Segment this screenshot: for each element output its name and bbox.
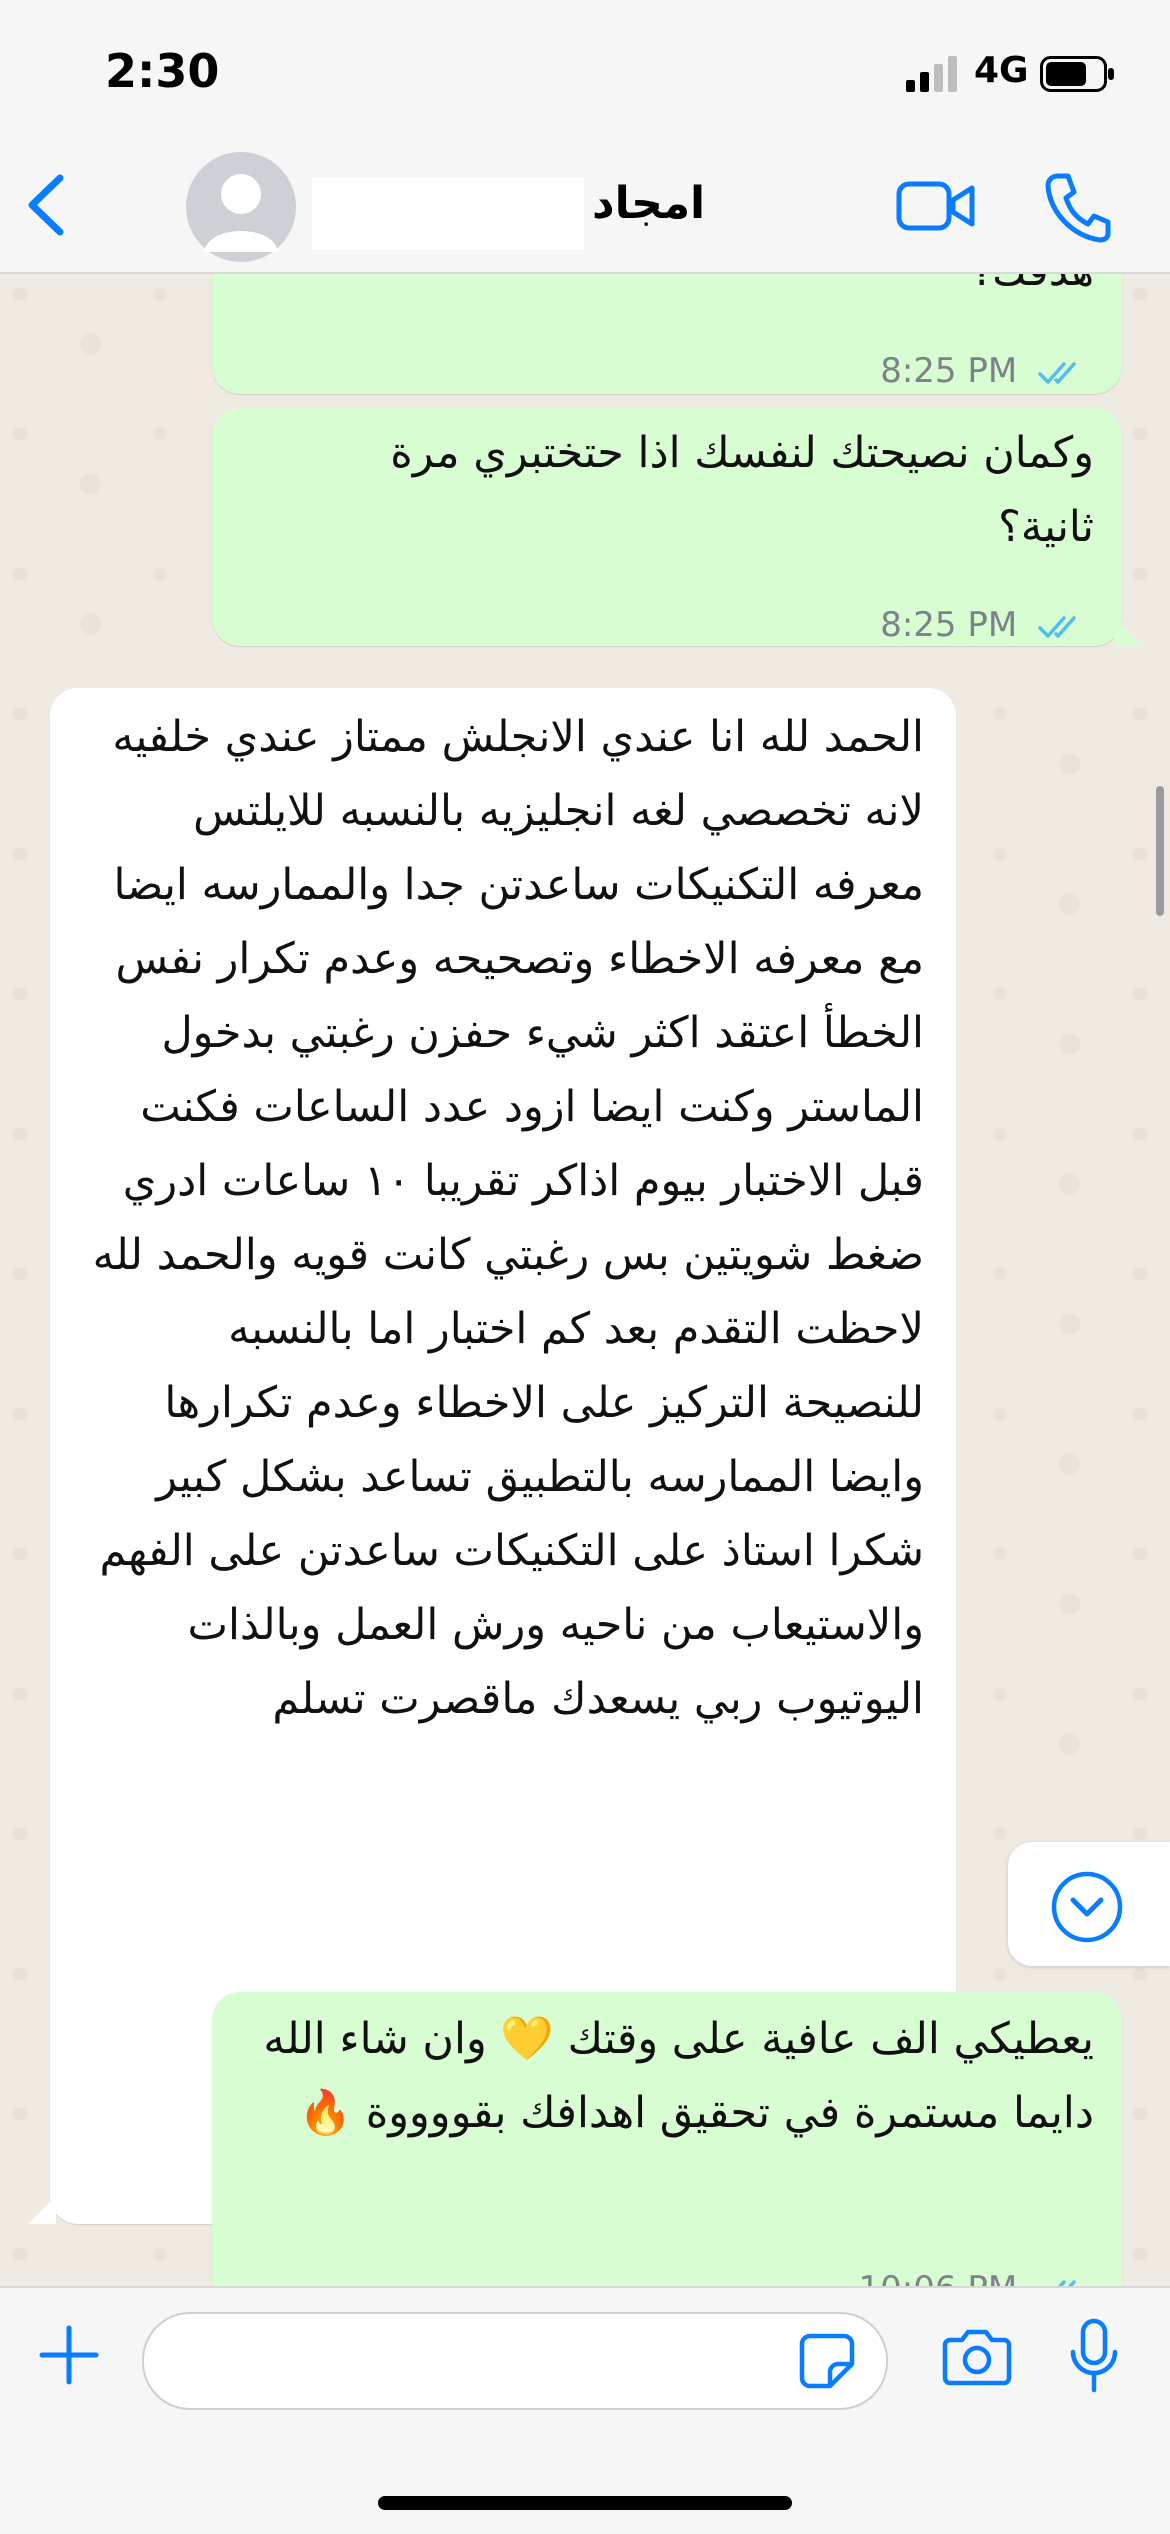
chat-header	[0, 0, 1170, 274]
bubble-tail	[28, 2196, 56, 2224]
home-indicator[interactable]	[378, 2496, 792, 2510]
chevron-down-circle-icon	[1050, 1870, 1124, 1944]
message-text: الحمد لله انا عندي الانجلش ممتاز عندي خلفيه لانه تخصصي لغه انجليزيه بالنسبه للايلتس معرفه التكنيكات ساعدتن جدا والممارسه ايضا مع معرفه الاخطاء وتصحيحه وعدم تكرار نفس الخطأ اعتقد اكثر شيء حفزن رغبتي بدخول الماستر وكنت ايضا ازود عدد الساعات فكنت قبل الاختبار بيوم اذاكر تقريبا ١٠ ساعات ادري ضغط شويتين بس رغبتي كانت قويه والحمد لله لاحظت التقدم بعد كم اختبار اما بالنسبه للنصيحة التركيز على الاخطاء وعدم تكرارها وايضا الممارسه بالتطبيق تساعد بشكل كبير شكرا استاذ على التكنيكات ساعدتن على الفهم والاستيعاب من ناحيه ورش العمل وبالذات اليوتيوب ربي يسعدك ماقصرت تسلم	[92, 712, 924, 1724]
message-text: يعطيكي الف عافية على وقتك 💛 وان شاء الله دايما مستمرة في تحقيق اهدافك بقووووة 🔥	[263, 2014, 1094, 2138]
back-chevron-icon[interactable]	[22, 172, 68, 238]
phone-call-icon[interactable]	[1044, 170, 1110, 242]
message-text: وكمان نصيحتك لنفسك اذا حتختبري مرة ثانية؟	[390, 428, 1094, 552]
message-bubble-outgoing[interactable]	[212, 408, 1122, 646]
contact-name[interactable]: امجاد	[592, 178, 706, 229]
avatar[interactable]	[186, 152, 296, 262]
message-input-wrapper	[142, 2312, 888, 2410]
video-call-icon[interactable]	[896, 178, 976, 234]
chat-messages-area[interactable]	[0, 274, 1170, 2286]
message-input[interactable]	[174, 2332, 798, 2390]
message-meta	[880, 588, 1086, 662]
bubble-tail	[1114, 618, 1142, 646]
scroll-to-bottom-button[interactable]	[1008, 1842, 1170, 1966]
scroll-indicator[interactable]	[1156, 786, 1164, 916]
message-time: 8:25 PM	[880, 605, 1018, 645]
status-time: 2:30	[105, 44, 220, 98]
attach-plus-icon[interactable]	[38, 2324, 100, 2386]
message-meta	[880, 334, 1086, 408]
battery-icon	[1040, 56, 1116, 92]
sticker-icon[interactable]	[798, 2332, 856, 2390]
message-composer	[0, 2286, 1170, 2534]
message-bubble-outgoing[interactable]	[212, 1992, 1122, 2332]
cellular-signal-icon	[904, 56, 960, 92]
microphone-icon[interactable]	[1068, 2318, 1120, 2394]
message-time: 8:25 PM	[880, 351, 1018, 391]
redacted-area	[312, 178, 584, 250]
read-receipt-icon	[1038, 612, 1086, 642]
camera-icon[interactable]	[942, 2326, 1012, 2386]
avatar-placeholder-icon	[186, 152, 296, 262]
network-type: 4G	[974, 50, 1029, 91]
read-receipt-icon	[1038, 358, 1086, 388]
